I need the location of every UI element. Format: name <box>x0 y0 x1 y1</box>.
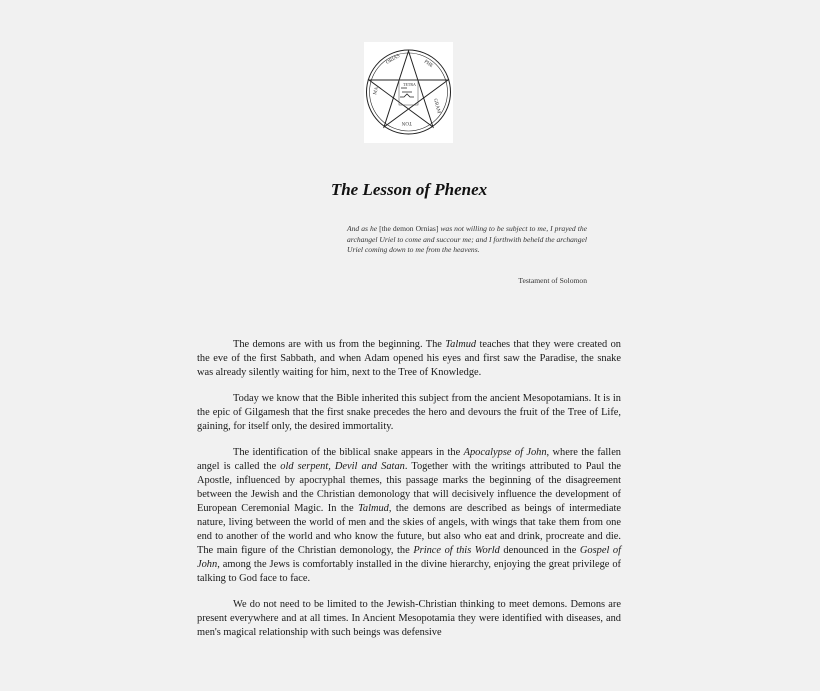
epigraph-text: was not willing to be subject to me, I prayed the archangel Uriel to come and succour me; and I forthwith beheld the archangel Uriel coming down to me from the heavens. <box>347 224 587 255</box>
text-run: The identification of the biblical snake appears in the <box>233 447 464 458</box>
epigraph <box>347 224 587 256</box>
epigraph-text: And as he <box>347 224 380 233</box>
italic-run: Apocalypse of John <box>463 447 547 458</box>
text-run: , among the Jews is comfortably installed in the divine hierarchy, enjoying the great privilege of talking to God face to face. <box>197 559 621 584</box>
pentagram-seal <box>364 42 453 143</box>
text-run: , the demons are described as beings of intermediate nature, living between the world of men and the skies of angels, with wings that take them from one end to another of the world and who know the future, but also who eat and drink, procreate and die. The main figure of the Christian demonology, the <box>197 503 622 556</box>
epigraph-bracket-note: [the demon Ornias] <box>379 224 439 233</box>
paragraph <box>197 446 621 586</box>
seal-label: GRAM <box>432 98 441 115</box>
seal-label: PHE <box>422 59 434 70</box>
paragraph <box>197 338 621 380</box>
seal-label: MA <box>373 86 381 96</box>
body-text <box>197 338 621 652</box>
chapter-title: The Lesson of Phenex <box>330 180 488 199</box>
seal-label: TON <box>401 120 412 125</box>
paragraph: We do not need to be limited to the Jewish-Christian thinking to meet demons. Demons are present everywhere and at all times. In Ancient Mesopotamia they were identified with diseases, and men's magical relationship with such beings was defensive <box>197 599 621 638</box>
paragraph: Today we know that the Bible inherited this subject from the ancient Mesopotamians. It is in the epic of Gilgamesh that the first snake precedes the hero and devours the fruit of the Tree of Life, gaining, for itself only, the desired immortality. <box>197 393 621 432</box>
italic-run: old serpent, Devil and Satan <box>280 461 405 472</box>
text-run: The demons are with us from the beginning. The <box>233 339 446 350</box>
seal-label: ORIAS <box>385 53 402 66</box>
italic-run: Gospel of John <box>197 545 621 570</box>
text-run: , where the fallen angel is called the <box>197 447 622 472</box>
text-run: teaches that they were created on the eve of the first Sabbath, and when Adam opened his eyes and first saw the Paradise, the snake was already silently waiting for him, next to the Tree of Knowledge. <box>197 339 621 378</box>
pentagram-seal-icon <box>364 42 453 143</box>
text-run: . Together with the writings attributed to Paul the Apostle, influenced by apocryphal themes, this passage marks the beginning of the disagreement between the Jewish and the Christian demonology that will decisively influence the development of European Ceremonial Magic. In the <box>197 461 621 514</box>
italic-run: Talmud <box>358 503 389 514</box>
italic-run: Prince of this World <box>413 545 500 556</box>
text-run: denounced in the <box>499 545 580 556</box>
epigraph-source: Testament of Solomon <box>518 276 587 285</box>
seal-label: TETRA <box>403 82 416 87</box>
italic-run: Talmud <box>445 339 477 350</box>
